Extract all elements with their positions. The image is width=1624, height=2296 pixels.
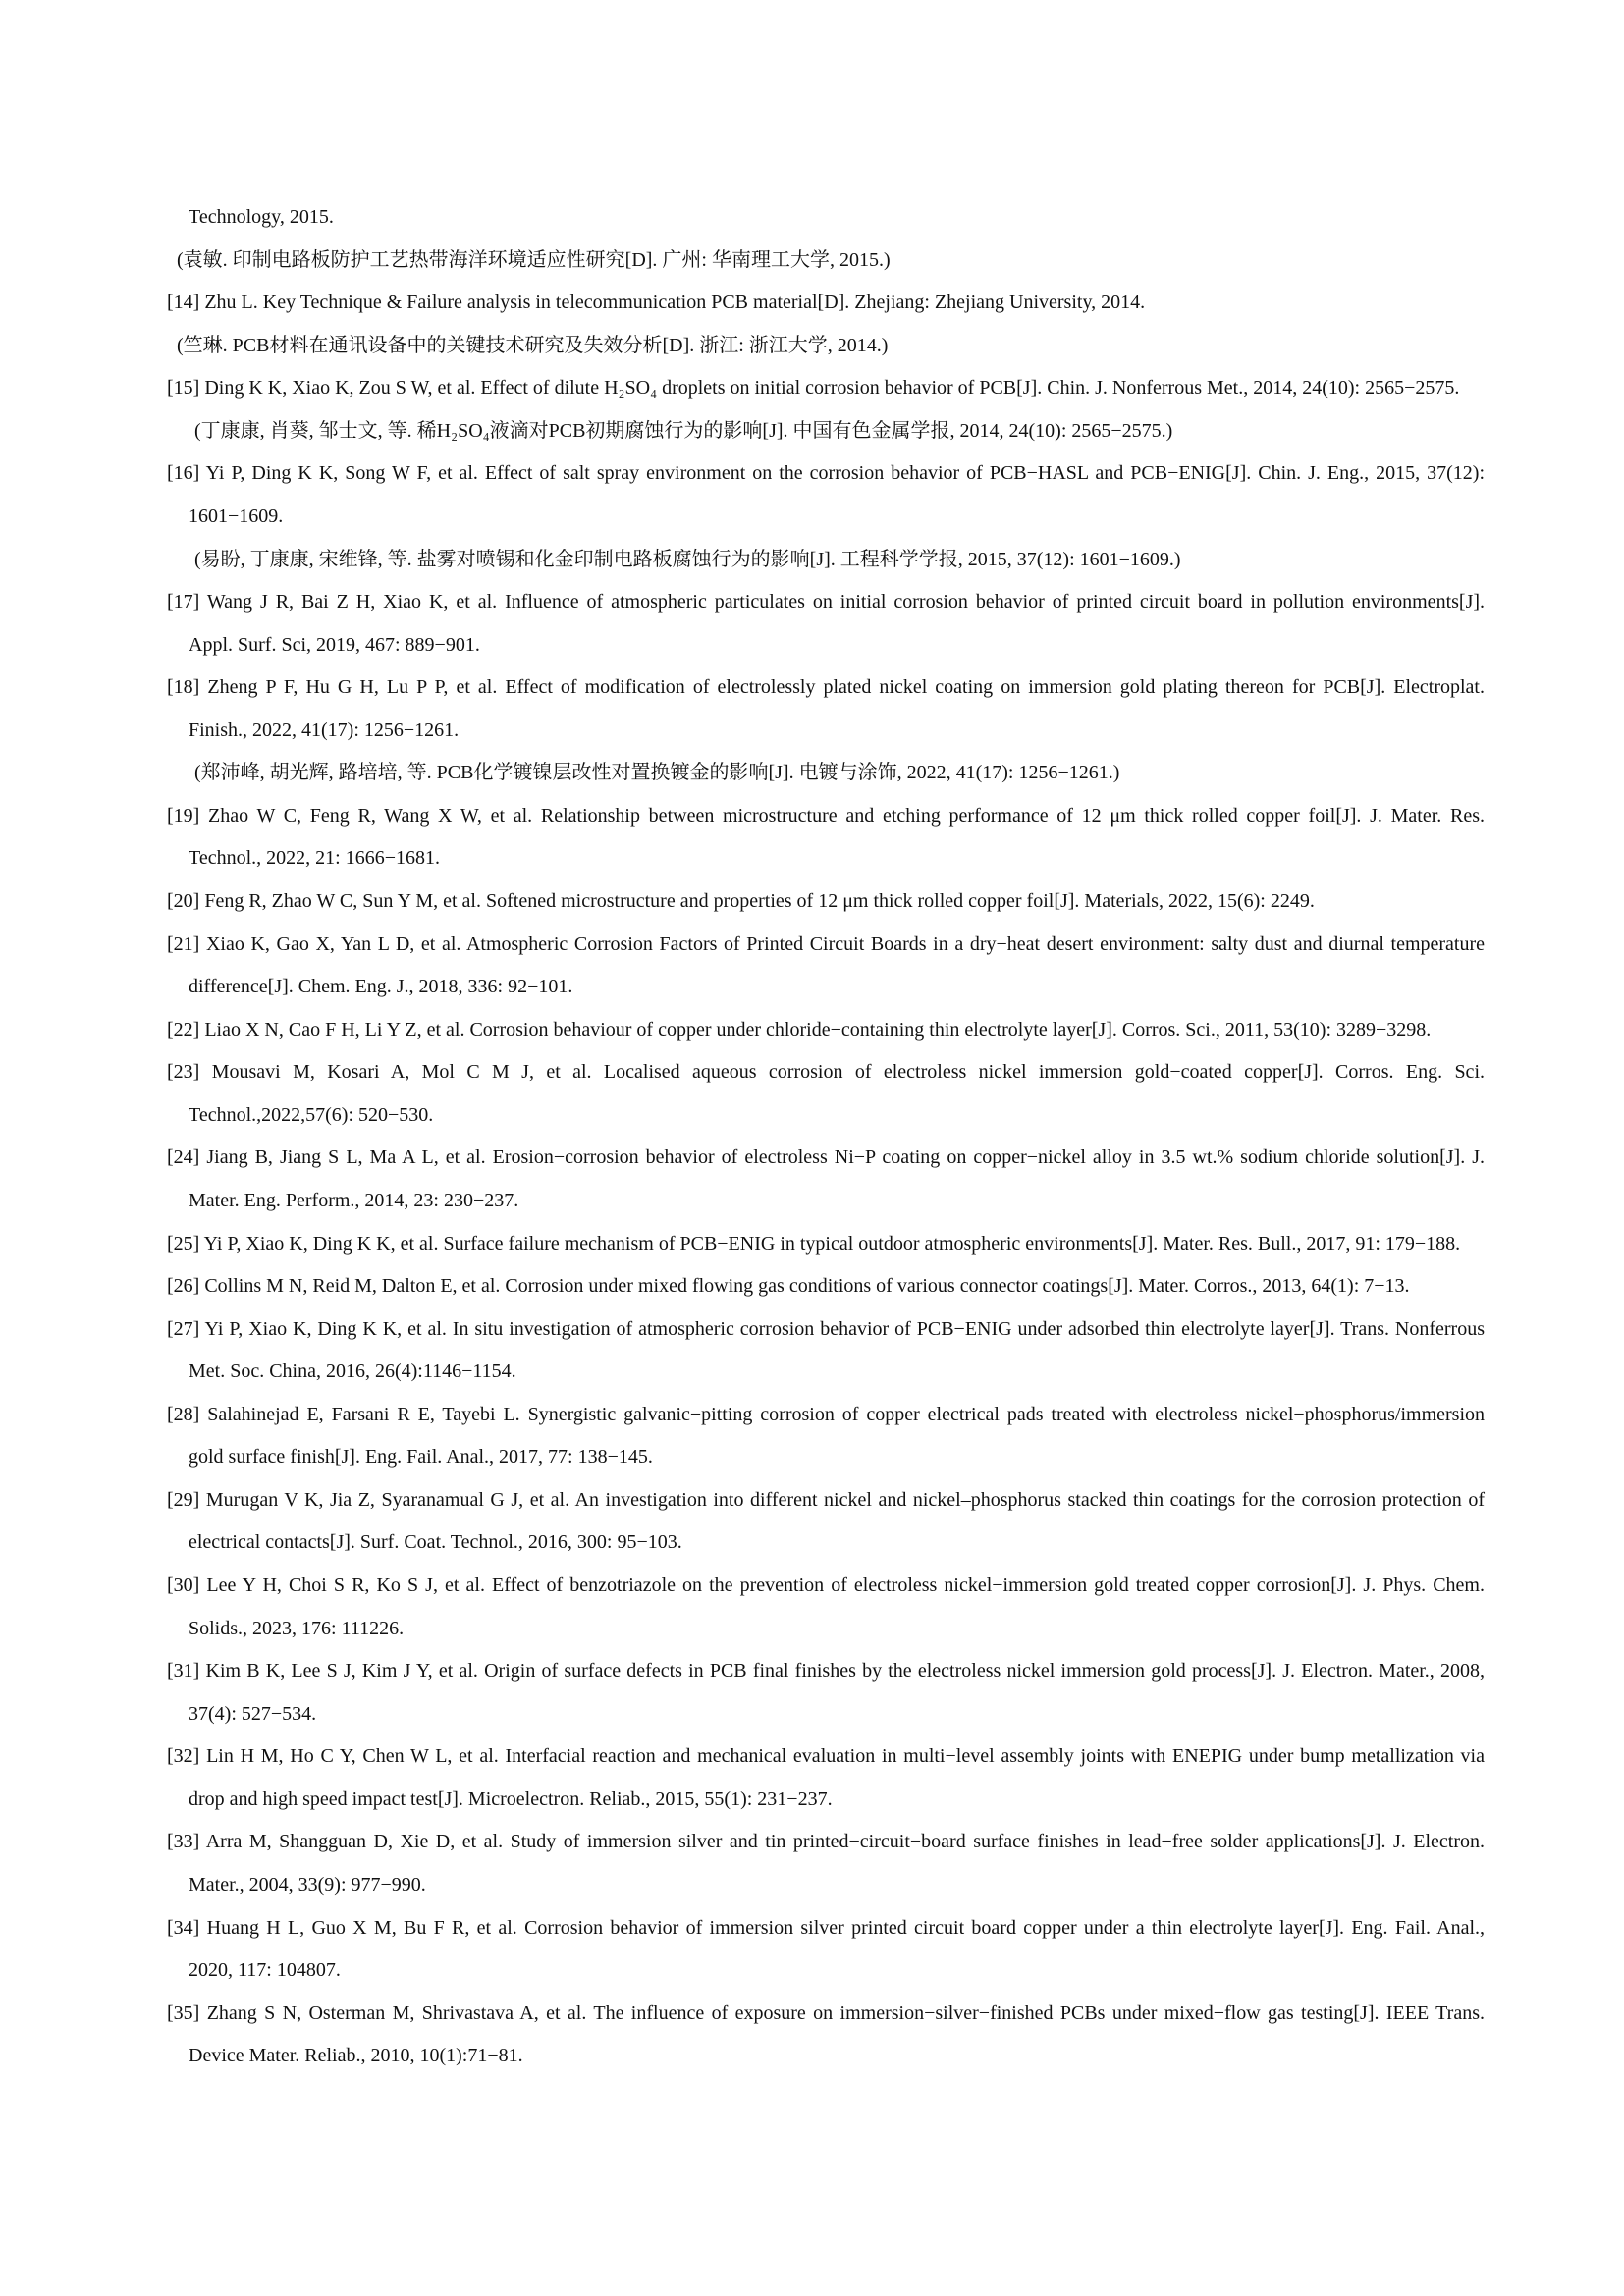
reference-line bbox=[167, 282, 1485, 325]
reference-text: Wang J R, Bai Z H, Xiao K, et al. Influence of atmospheric particulates on initial corrosion behavior of printed circuit board in pollution environments[J]. bbox=[206, 591, 1486, 614]
reference-label: [21] bbox=[167, 933, 200, 955]
reference-continuation: Finish., 2022, 41(17): 1256−1261. bbox=[189, 719, 460, 741]
reference-label: [35] bbox=[167, 2002, 200, 2024]
reference-20 bbox=[0, 881, 1624, 924]
reference-24 bbox=[0, 1137, 1624, 1222]
reference-line bbox=[167, 1009, 1485, 1052]
reference-19 bbox=[0, 795, 1624, 881]
reference-line bbox=[167, 1735, 1485, 1779]
reference-text: Salahinejad E, Farsani R E, Tayebi L. Synergistic galvanic−pitting corrosion of copper electrical pads treated with electroless nickel−phosphorus/immersion bbox=[207, 1403, 1486, 1425]
reference-text: Yi P, Xiao K, Ding K K, et al. Surface failure mechanism of PCB−ENIG in typical outdoor atmospheric environments[J]. Mater. Res. Bull., 2017, 91: 179−188. bbox=[203, 1232, 1461, 1255]
reference-line bbox=[167, 1907, 1485, 1950]
reference-continuation: electrical contacts[J]. Surf. Coat. Technol., 2016, 300: 95−103. bbox=[189, 1531, 682, 1554]
reference-text: Arra M, Shangguan D, Xie D, et al. Study of immersion silver and tin printed−circuit−board surface finishes in lead−free solder applications[J]. J. Electron. bbox=[205, 1831, 1485, 1853]
reference-continuation: Mater., 2004, 33(9): 977−990. bbox=[189, 1873, 426, 1896]
reference-continuation: Appl. Surf. Sci, 2019, 467: 889−901. bbox=[189, 633, 480, 656]
reference-label: [20] bbox=[167, 890, 200, 912]
reference-continuation: drop and high speed impact test[J]. Microelectron. Reliab., 2015, 55(1): 231−237. bbox=[189, 1788, 833, 1810]
reference-continuation: Device Mater. Reliab., 2010, 10(1):71−81. bbox=[189, 2045, 523, 2067]
reference-text: Lee Y H, Choi S R, Ko S J, et al. Effect of benzotriazole on the prevention of electroless nickel−immersion gold treated copper corrosion[J]. J. Phys. Chem. bbox=[206, 1575, 1485, 1596]
reference-text: Collins M N, Reid M, Dalton E, et al. Corrosion under mixed flowing gas conditions of various connector coatings[J]. Mater. Corros., 2013, 64(1): 7−13. bbox=[204, 1275, 1410, 1298]
reference-text: Jiang B, Jiang S L, Ma A L, et al. Erosion−corrosion behavior of electroless Ni−P coating on copper−nickel alloy in 3.5 wt.% sodium chloride solution[J]. J. bbox=[206, 1147, 1486, 1169]
reference-text: Yi P, Ding K K, Song W F, et al. Effect of salt spray environment on the corrosion behavior of PCB−HASL and PCB−ENIG[J]. Chin. J. Eng., 2015, 37(12): bbox=[205, 462, 1485, 485]
reference-label: [19] bbox=[167, 804, 200, 827]
reference-15 bbox=[0, 367, 1624, 453]
reference-14 bbox=[0, 282, 1624, 367]
reference-text: Yi P, Xiao K, Ding K K, et al. In situ investigation of atmospheric corrosion behavior of PCB−ENIG under adsorbed thin electrolyte layer[J]. Trans. Nonferrous bbox=[204, 1317, 1486, 1340]
reference-line bbox=[167, 881, 1485, 924]
reference-label: [31] bbox=[167, 1660, 200, 1682]
reference-continuation: 1601−1609. bbox=[189, 505, 284, 527]
reference-text: Zheng P F, Hu G H, Lu P P, et al. Effect of modification of electrolessly plated nickel coating on immersion gold plating thereon for PCB[J]. Electroplat. bbox=[207, 676, 1485, 699]
reference-line bbox=[167, 1394, 1485, 1437]
reference-translation: (袁敏. 印制电路板防护工艺热带海洋环境适应性研究[D]. 广州: 华南理工大学, 2015.) bbox=[177, 248, 891, 271]
reference-line bbox=[167, 1308, 1485, 1352]
reference-line bbox=[167, 581, 1485, 624]
reference-continuation: Mater. Eng. Perform., 2014, 23: 230−237. bbox=[189, 1189, 519, 1211]
reference-29 bbox=[0, 1479, 1624, 1565]
reference-label: [27] bbox=[167, 1317, 200, 1340]
reference-21 bbox=[0, 924, 1624, 1009]
reference-line bbox=[167, 667, 1485, 710]
reference-line bbox=[167, 1051, 1485, 1095]
reference-label: [26] bbox=[167, 1275, 200, 1298]
reference-31 bbox=[0, 1650, 1624, 1735]
reference-translation: (丁康康, 肖葵, 邹士文, 等. 稀H₂SO₄液滴对PCB初期腐蚀行为的影响[J]. 中国有色金属学报, 2014, 24(10): 2565−2575.) bbox=[194, 419, 1173, 442]
reference-line bbox=[167, 1993, 1485, 2036]
reference-35 bbox=[0, 1993, 1624, 2078]
reference-label: [22] bbox=[167, 1018, 200, 1041]
reference-33 bbox=[0, 1821, 1624, 1906]
reference-label: [15] bbox=[167, 377, 200, 400]
reference-text: Zhu L. Key Technique & Failure analysis in telecommunication PCB material[D]. Zhejiang: Zhejiang University, 2014. bbox=[204, 292, 1146, 314]
reference-13-continued bbox=[0, 196, 1624, 282]
reference-25 bbox=[0, 1223, 1624, 1266]
reference-line bbox=[167, 1265, 1485, 1308]
reference-continuation: gold surface finish[J]. Eng. Fail. Anal., 2017, 77: 138−145. bbox=[189, 1446, 653, 1468]
reference-23 bbox=[0, 1051, 1624, 1137]
reference-line bbox=[167, 795, 1485, 838]
reference-line bbox=[167, 1565, 1485, 1608]
reference-continuation: 2020, 117: 104807. bbox=[189, 1959, 341, 1982]
reference-translation: (竺琳. PCB材料在通讯设备中的关键技术研究及失效分析[D]. 浙江: 浙江大学, 2014.) bbox=[177, 334, 889, 356]
reference-line bbox=[167, 1650, 1485, 1693]
reference-text: Liao X N, Cao F H, Li Y Z, et al. Corrosion behaviour of copper under chloride−containing thin electrolyte layer[J]. Corros. Sci., 2011, 53(10): 3289−3298. bbox=[204, 1018, 1432, 1041]
reference-32 bbox=[0, 1735, 1624, 1821]
reference-continuation: Met. Soc. China, 2016, 26(4):1146−1154. bbox=[189, 1361, 516, 1383]
reference-26 bbox=[0, 1265, 1624, 1308]
reference-17 bbox=[0, 581, 1624, 667]
reference-text: Xiao K, Gao X, Yan L D, et al. Atmospheric Corrosion Factors of Printed Circuit Boards in a dry−heat desert environment: salty dust and diurnal temperature bbox=[205, 933, 1486, 955]
reference-27 bbox=[0, 1308, 1624, 1394]
reference-label: [25] bbox=[167, 1232, 200, 1255]
reference-translation: (易盼, 丁康康, 宋维锋, 等. 盐雾对喷锡和化金印制电路板腐蚀行为的影响[J]. 工程科学学报, 2015, 37(12): 1601−1609.) bbox=[194, 548, 1181, 570]
reference-30 bbox=[0, 1565, 1624, 1650]
reference-label: [32] bbox=[167, 1745, 200, 1768]
reference-line bbox=[167, 1821, 1485, 1864]
reference-18 bbox=[0, 667, 1624, 795]
reference-label: [29] bbox=[167, 1488, 200, 1511]
reference-text: Feng R, Zhao W C, Sun Y M, et al. Softened microstructure and properties of 12 μm thick rolled copper foil[J]. Materials, 2022, 15(6): 2249. bbox=[204, 890, 1315, 912]
reference-text: Lin H M, Ho C Y, Chen W L, et al. Interfacial reaction and mechanical evaluation in multi−level assembly joints with ENEPIG under bump metallization via bbox=[206, 1745, 1485, 1768]
reference-list bbox=[0, 196, 1624, 2078]
reference-label: [17] bbox=[167, 591, 200, 614]
reference-text: Huang H L, Guo X M, Bu F R, et al. Corrosion behavior of immersion silver printed circuit board copper under a thin electrolyte layer[J]. Eng. Fail. Anal., bbox=[206, 1916, 1486, 1939]
reference-line bbox=[167, 367, 1485, 410]
reference-translation: (郑沛峰, 胡光辉, 路培培, 等. PCB化学镀镍层改性对置换镀金的影响[J]. 电镀与涂饰, 2022, 41(17): 1256−1261.) bbox=[194, 762, 1120, 784]
reference-line bbox=[167, 1479, 1485, 1522]
reference-continuation: Technol., 2022, 21: 1666−1681. bbox=[189, 847, 440, 870]
reference-label: [18] bbox=[167, 676, 200, 699]
reference-line bbox=[167, 1223, 1485, 1266]
reference-text: Zhang S N, Osterman M, Shrivastava A, et al. The influence of exposure on immersion−silver−finished PCBs under mixed−flow gas testing[J]. IEEE Trans. bbox=[206, 2002, 1485, 2024]
reference-label: [28] bbox=[167, 1403, 200, 1425]
reference-label: [30] bbox=[167, 1575, 200, 1596]
reference-label: [23] bbox=[167, 1061, 200, 1084]
reference-text: Zhao W C, Feng R, Wang X W, et al. Relationship between microstructure and etching performance of 12 μm thick rolled copper foil[J]. J. Mater. Res. bbox=[208, 804, 1485, 827]
reference-text: Murugan V K, Jia Z, Syaranamual G J, et al. An investigation into different nickel and nickel–phosphorus stacked thin coatings for the corrosion protection of bbox=[205, 1488, 1485, 1511]
reference-text: Mousavi M, Kosari A, Mol C M J, et al. Localised aqueous corrosion of electroless nickel immersion gold−coated copper[J]. Corros. Eng. Sci. bbox=[211, 1061, 1485, 1084]
reference-label: [34] bbox=[167, 1916, 200, 1939]
reference-label: [14] bbox=[167, 292, 200, 314]
reference-16 bbox=[0, 453, 1624, 581]
reference-line bbox=[167, 453, 1485, 496]
reference-text: Kim B K, Lee S J, Kim J Y, et al. Origin of surface defects in PCB final finishes by the electroless nickel immersion gold process[J]. J. Electron. Mater., 2008, bbox=[205, 1660, 1485, 1682]
reference-continuation: Solids., 2023, 176: 111226. bbox=[189, 1617, 405, 1639]
reference-label: [33] bbox=[167, 1831, 200, 1853]
reference-22 bbox=[0, 1009, 1624, 1052]
reference-continuation: Technol.,2022,57(6): 520−530. bbox=[189, 1103, 434, 1126]
reference-line bbox=[167, 1137, 1485, 1180]
reference-line bbox=[167, 924, 1485, 967]
reference-label: [24] bbox=[167, 1147, 200, 1169]
reference-34 bbox=[0, 1907, 1624, 1993]
reference-28 bbox=[0, 1394, 1624, 1479]
reference-continuation: difference[J]. Chem. Eng. J., 2018, 336: 92−101. bbox=[189, 976, 573, 998]
reference-continuation: 37(4): 527−534. bbox=[189, 1702, 317, 1725]
reference-text: Ding K K, Xiao K, Zou S W, et al. Effect of dilute H₂SO₄ droplets on initial corrosion behavior of PCB[J]. Chin. J. Nonferrous Met., 2014, 24(10): 2565−2575. bbox=[204, 377, 1460, 400]
reference-label: [16] bbox=[167, 462, 200, 485]
reference-continuation: Technology, 2015. bbox=[189, 206, 334, 228]
